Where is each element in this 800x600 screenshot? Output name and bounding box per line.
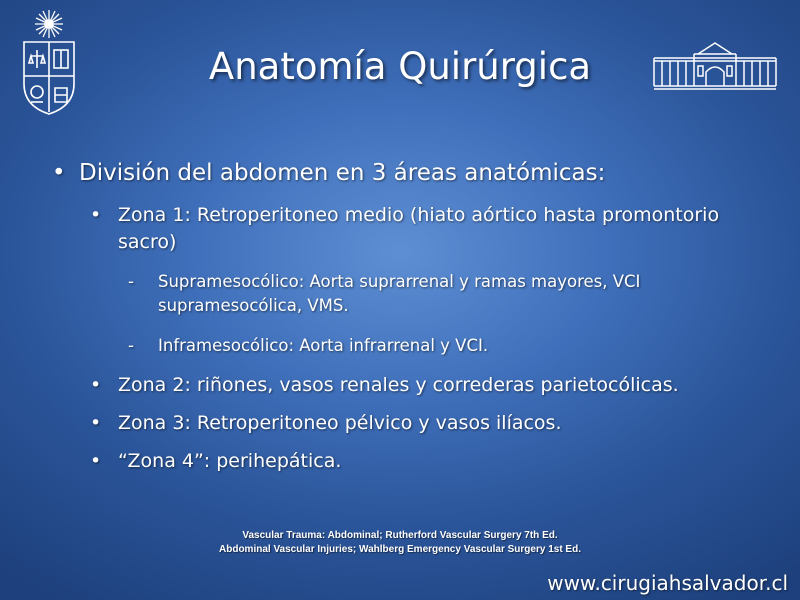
bullet-text: Zona 2: riñones, vasos renales y correderas parietocólicas. [118, 374, 679, 396]
reference-line: Vascular Trauma: Abdominal; Rutherford Vascular Surgery 7th Ed. [242, 530, 558, 541]
university-crest-icon [18, 8, 80, 116]
bullet-marker: • [90, 412, 102, 434]
bullet-item-1 [52, 158, 752, 188]
bullet-item-3 [128, 270, 768, 318]
bullet-item-5 [90, 372, 770, 399]
bullet-text: Zona 1: Retroperitoneo medio (hiato aórtico hasta promontorio sacro) [118, 204, 720, 253]
dash-marker: - [128, 272, 134, 291]
bullet-item-2 [90, 202, 770, 256]
bullet-item-7 [90, 448, 770, 475]
bullet-item-6 [90, 410, 770, 437]
bullet-text: División del abdomen en 3 áreas anatómicas: [79, 160, 606, 186]
bullet-marker: • [90, 450, 102, 472]
dash-marker: - [128, 336, 134, 355]
slide-title: Anatomía Quirúrgica [208, 45, 592, 88]
bullet-marker: • [52, 160, 66, 186]
bullet-item-4 [128, 334, 768, 358]
bullet-text: Inframesocólico: Aorta infrarrenal y VCI. [158, 336, 489, 355]
website-url: www.cirugiahsalvador.cl [547, 571, 788, 595]
bullet-marker: • [90, 204, 102, 226]
bullet-marker: • [90, 374, 102, 396]
bullet-text: Zona 3: Retroperitoneo pélvico y vasos ilíacos. [118, 412, 562, 434]
references [150, 529, 650, 557]
reference-line: Abdominal Vascular Injuries; Wahlberg Emergency Vascular Surgery 1st Ed. [219, 544, 581, 555]
bullet-text: “Zona 4”: perihepática. [118, 450, 342, 472]
bullet-text: Supramesocólico: Aorta suprarrenal y ramas mayores, VCI supramesocólica, VMS. [158, 272, 641, 315]
